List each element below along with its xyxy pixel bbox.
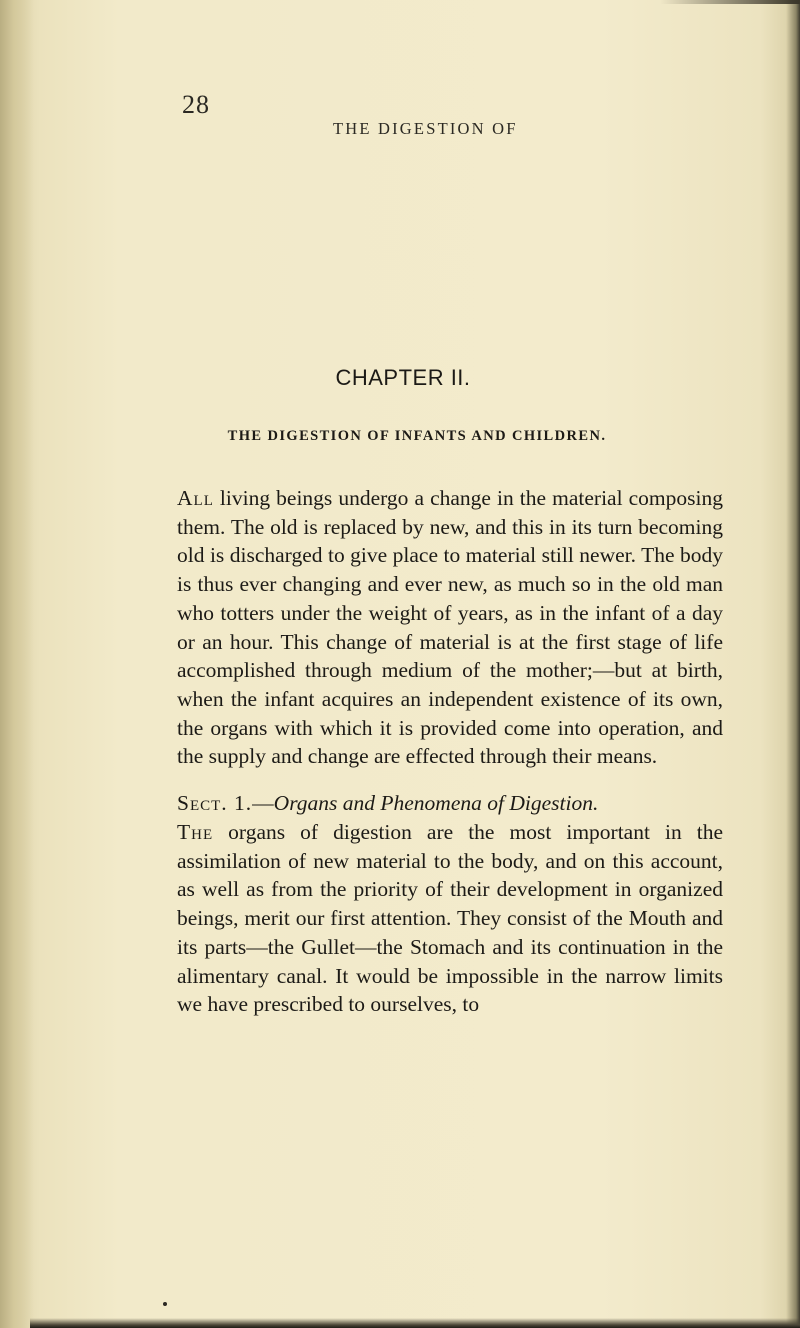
page-top-edge <box>660 0 800 4</box>
paragraph-2-lead-word: The <box>177 820 214 844</box>
paragraph-1-text: living beings undergo a change in the material composing them. The old is replaced by new, and this in its turn becoming old is discharged to give place to material still newer. The body is thus ever changing and ever new, as much so in the old man who totters under the weight of years, as in the infant of a day or an hour. This change of material is at the first stage of life accomplished through medium of the mother;—but at birth, when the infant acquires an independent existence of its own, the organs with which it is provided come into operation, and the supply and change are effected through their means. <box>177 486 723 769</box>
page-bottom-edge <box>30 1318 800 1328</box>
section-heading <box>177 789 737 818</box>
running-head: THE DIGESTION OF <box>333 119 518 138</box>
paragraph-1-lead-word: All <box>177 486 214 510</box>
section-dash: — <box>252 791 274 815</box>
chapter-title: CHAPTER II. <box>335 365 471 390</box>
page-right-edge <box>786 0 800 1328</box>
section-title: Organs and Phenomena of Digestion. <box>273 791 599 815</box>
page-number: 28 <box>182 90 210 119</box>
paragraph-1 <box>177 484 723 771</box>
paragraph-2 <box>177 818 723 1019</box>
section-label: Sect. 1. <box>177 791 253 815</box>
ink-speck <box>163 1302 167 1306</box>
paragraph-2-text: organs of digestion are the most important in the assimilation of new material to the body, and on this account, as well as from the priority of their development in organized beings, merit our first attention. They consist of the Mouth and its parts—the Gullet—the Stomach and its continuation in the alimentary canal. It would be impossible in the narrow limits we have prescribed to ourselves, to <box>177 820 723 1017</box>
chapter-subtitle: THE DIGESTION OF INFANTS AND CHILDREN. <box>227 428 607 444</box>
binding-edge <box>0 0 34 1328</box>
